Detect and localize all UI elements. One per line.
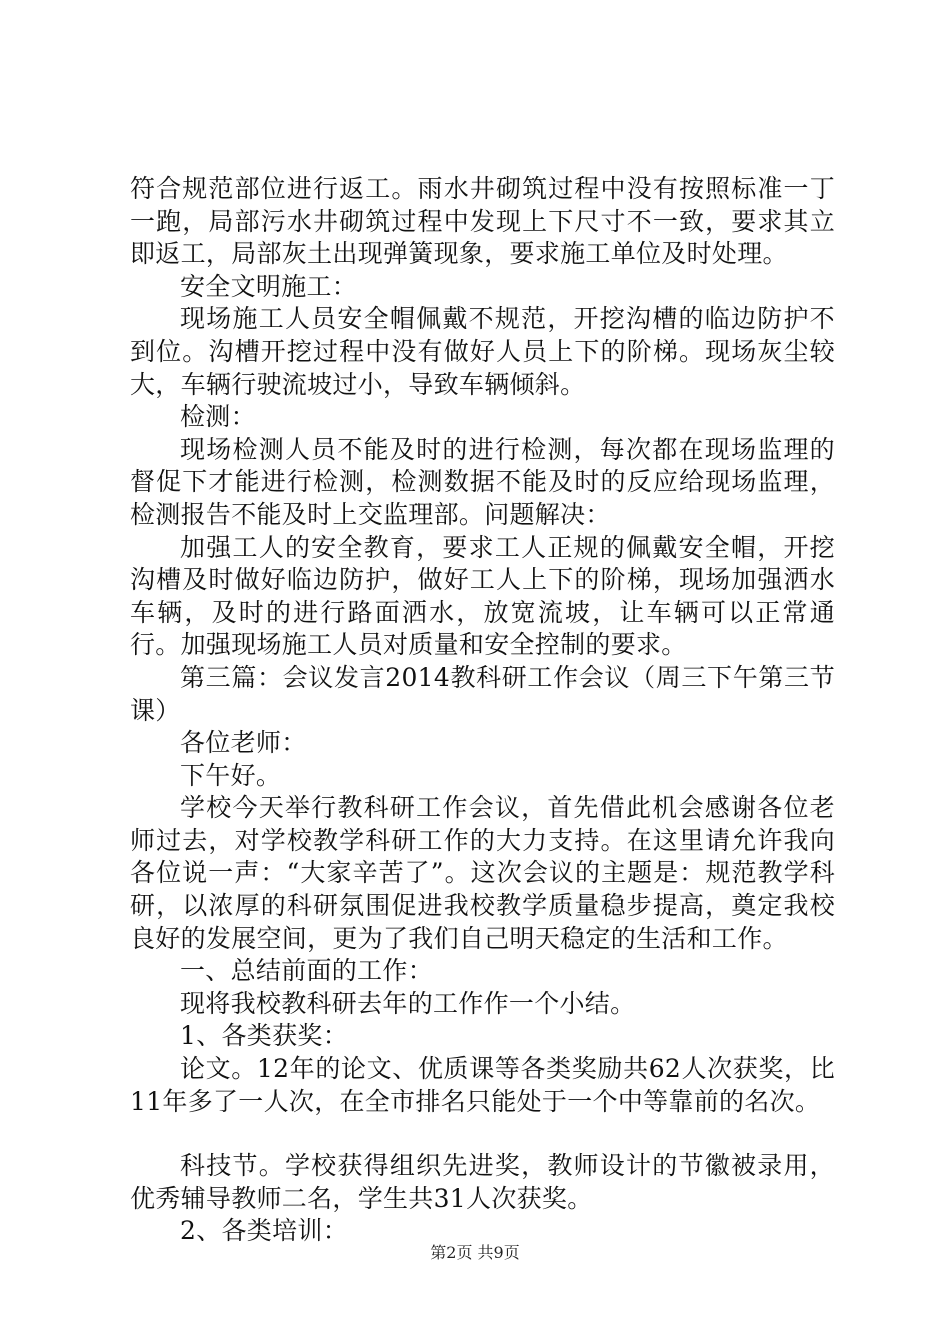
blank-line	[130, 1118, 835, 1150]
paragraph-summary-intro: 现将我校教科研去年的工作作一个小结。	[180, 988, 636, 1018]
document-body	[130, 173, 835, 1248]
page-footer: 第2页 共9页	[430, 1243, 520, 1262]
paragraph-solution: 加强工人的安全教育，要求工人正规的佩戴安全帽，开挖沟槽及时做好临边防护，做好工人上下的阶梯，现场加强洒水车辆，及时的进行路面洒水，放宽流坡，让车辆可以正常通行。加强现场施工人员对质量和安全控制的要求。	[130, 532, 835, 660]
paragraph-rework: 符合规范部位进行返工。雨水井砌筑过程中没有按照标准一丁一跑，局部污水井砌筑过程中发现上下尺寸不一致，要求其立即返工，局部灰土出现弹簧现象，要求施工单位及时处理。	[130, 174, 835, 269]
heading-testing: 检测：	[180, 402, 256, 432]
paragraph-testing: 现场检测人员不能及时的进行检测，每次都在现场监理的督促下才能进行检测，检测数据不能及时的反应给现场监理，检测报告不能及时上交监理部。问题解决：	[130, 434, 835, 529]
heading-part-three: 第三篇：会议发言2014教科研工作会议（周三下午第三节课）	[130, 662, 835, 725]
heading-safety: 安全文明施工：	[180, 271, 358, 301]
paragraph-safety: 现场施工人员安全帽佩戴不规范，开挖沟槽的临边防护不到位。沟槽开挖过程中没有做好人员上下的阶梯。现场灰尘较大，车辆行驶流坡过小，导致车辆倾斜。	[130, 304, 835, 399]
paragraph-meeting-intro: 学校今天举行教科研工作会议，首先借此机会感谢各位老师过去，对学校教学科研工作的大力支持。在这里请允许我向各位说一声：“大家辛苦了”。这次会议的主题是：规范教学科研，以浓厚的科研氛围促进我校教学质量稳步提高，奠定我校良好的发展空间，更为了我们自己明天稳定的生活和工作。	[130, 793, 835, 953]
paragraph-papers: 论文。12年的论文、优质课等各类奖励共62人次获奖，比11年多了一人次，在全市排名只能处于一个中等靠前的名次。	[130, 1054, 835, 1116]
heading-awards: 1、各类获奖：	[180, 1021, 349, 1051]
heading-training: 2、各类培训：	[180, 1216, 349, 1246]
paragraph-science-festival: 科技节。学校获得组织先进奖，教师设计的节徽被录用，优秀辅导教师二名，学生共31人次获奖。	[130, 1151, 835, 1213]
salutation: 各位老师：	[180, 728, 307, 758]
greeting: 下午好。	[180, 760, 282, 790]
heading-summary: 一、总结前面的工作：	[180, 956, 434, 986]
